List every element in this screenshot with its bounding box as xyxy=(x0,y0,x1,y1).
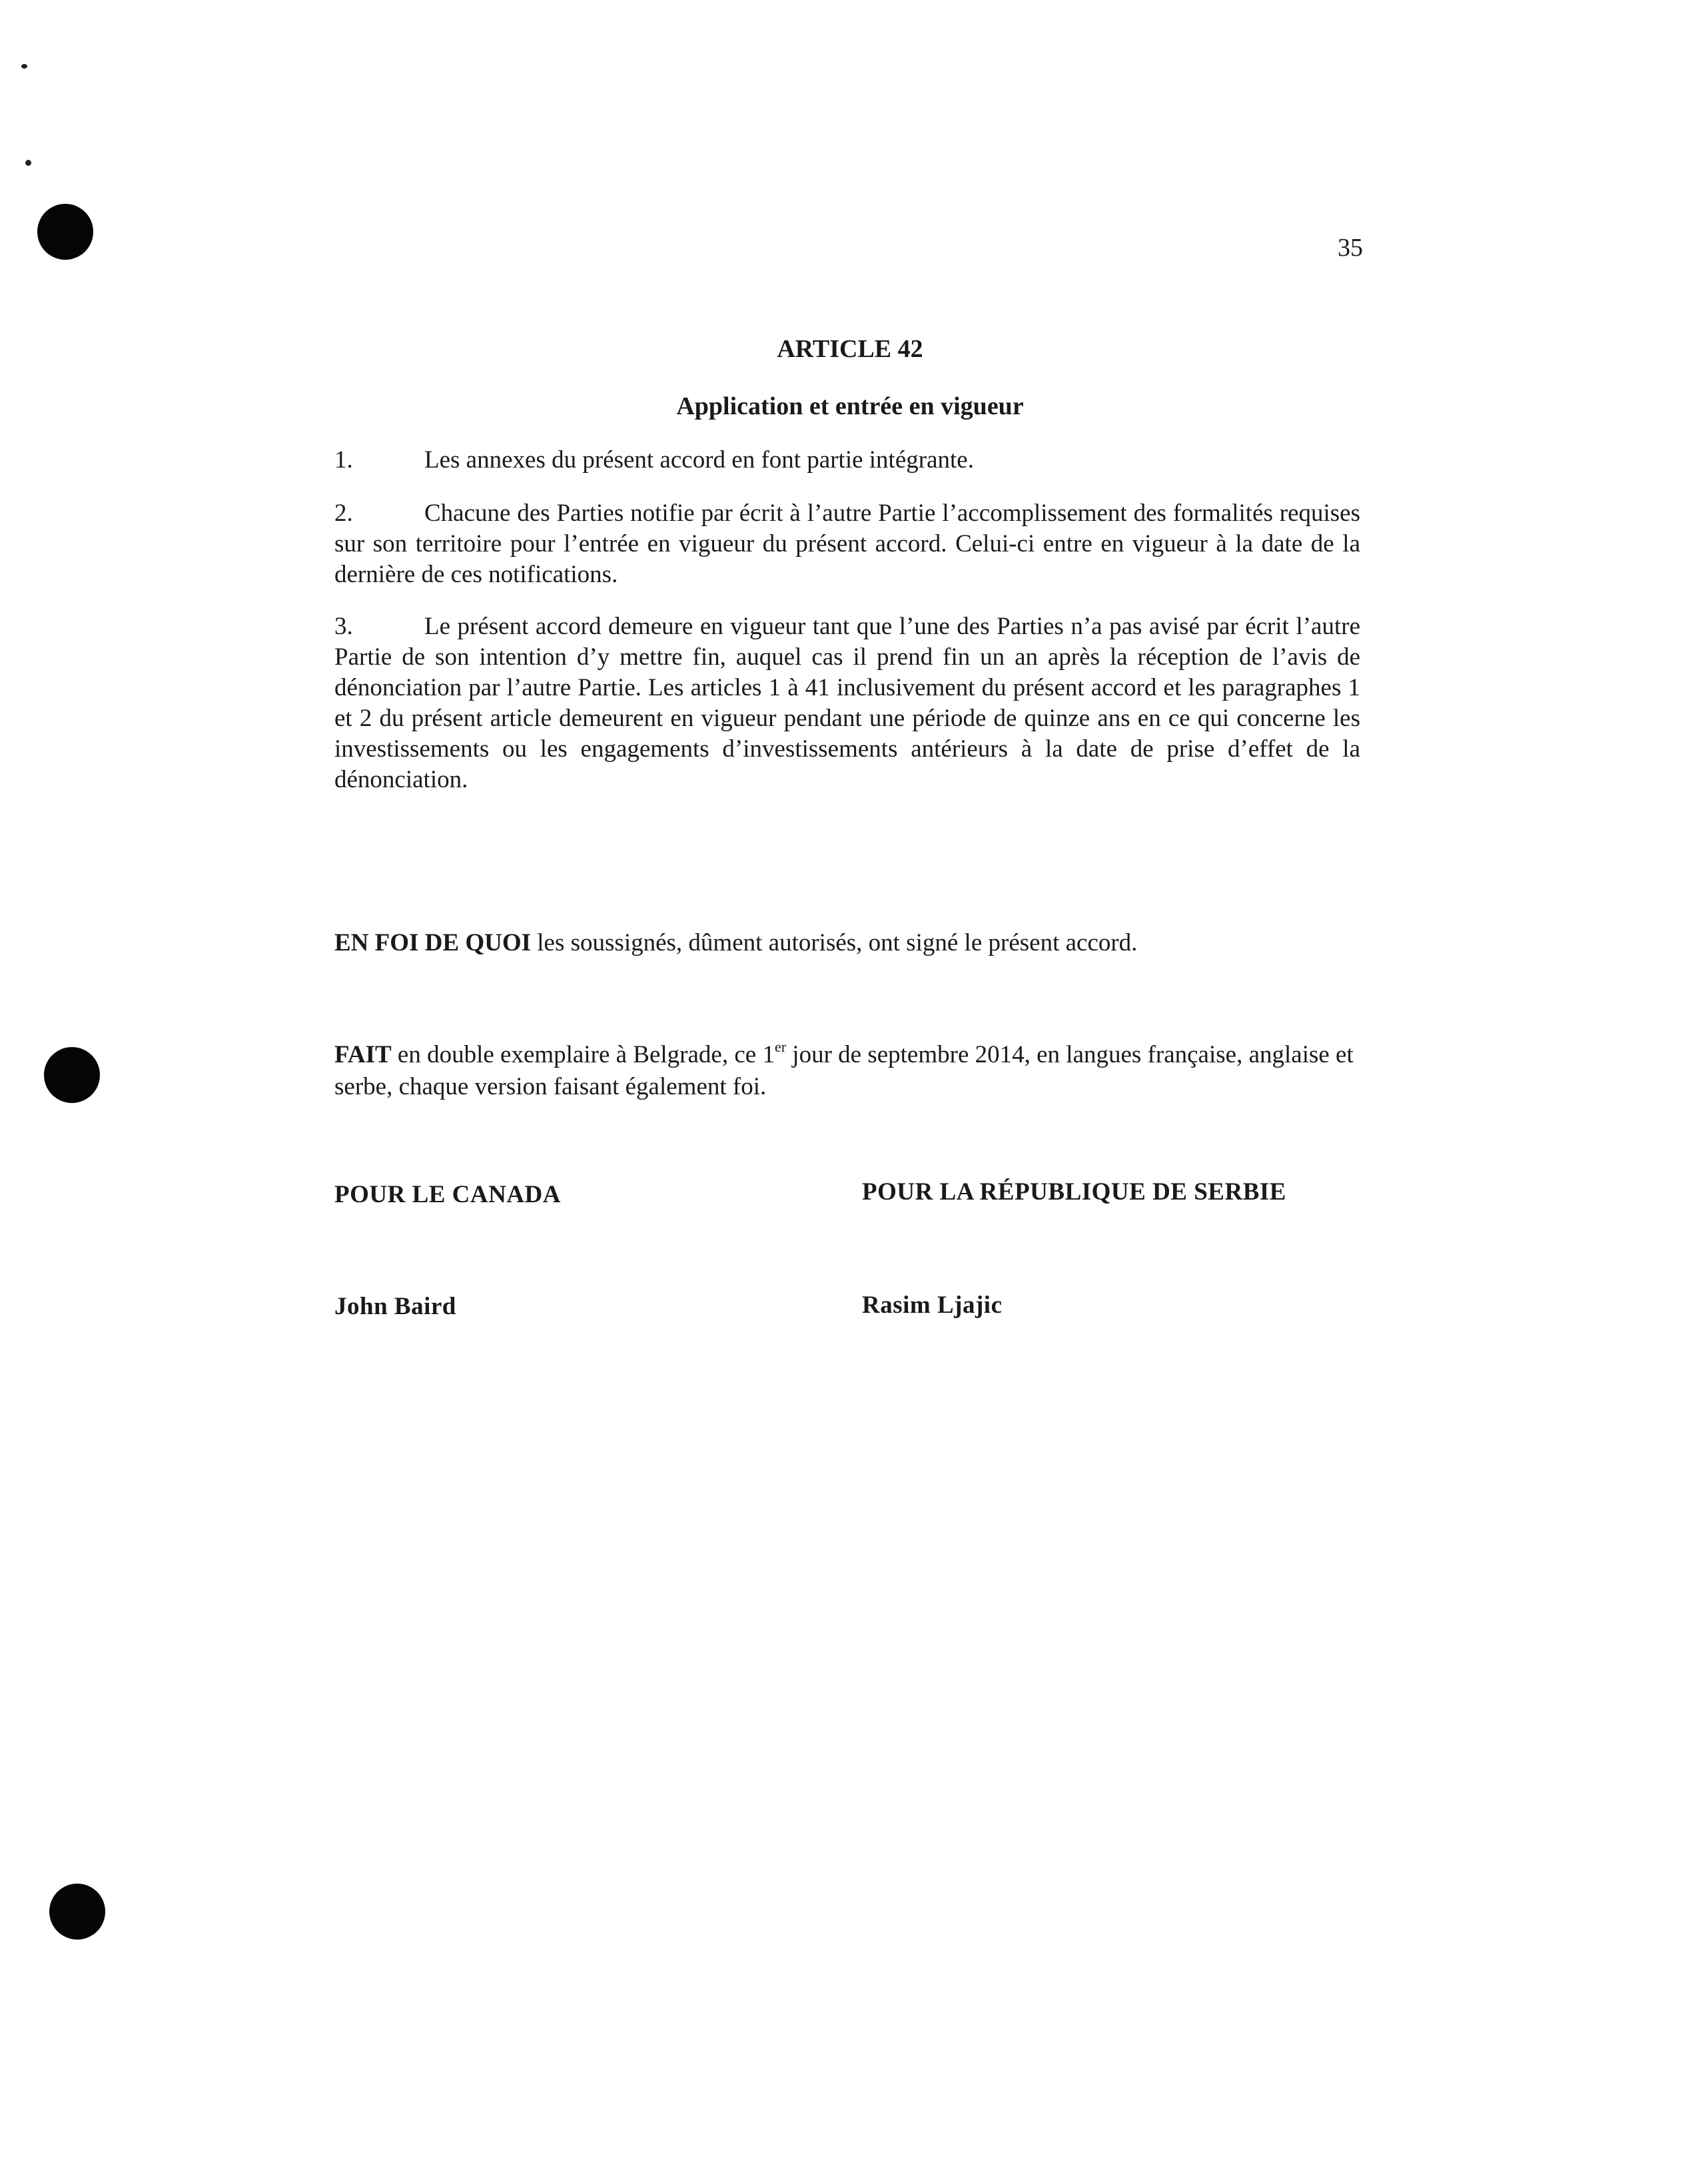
paragraph-number: 3. xyxy=(334,613,353,640)
page-number: 35 xyxy=(1338,234,1363,262)
paragraph-number: 2. xyxy=(334,500,353,527)
scan-speck xyxy=(25,160,31,166)
witness-clause xyxy=(334,927,1360,959)
signature-party-serbia: POUR LA RÉPUBLIQUE DE SERBIE xyxy=(862,1178,1286,1206)
done-at-lead: FAIT xyxy=(334,1041,392,1068)
paragraph-number: 1. xyxy=(334,446,353,474)
done-at-text-after: jour de septembre 2014, en langues française, anglaise et serbe, chaque version faisant également foi. xyxy=(334,1041,1354,1100)
done-at-text-before: en double exemplaire à Belgrade, ce 1 xyxy=(391,1041,775,1068)
article-title: ARTICLE 42 xyxy=(777,335,923,363)
paragraph-2 xyxy=(334,498,1360,590)
signatory-name-canada: John Baird xyxy=(334,1293,456,1320)
signatory-name-serbia: Rasim Ljajic xyxy=(862,1291,1003,1319)
paragraph-3 xyxy=(334,611,1360,795)
ordinal-superscript: er xyxy=(774,1038,787,1055)
article-subtitle: Application et entrée en vigueur xyxy=(676,392,1024,420)
witness-text: les soussignés, dûment autorisés, ont signé le présent accord. xyxy=(531,929,1138,956)
paragraph-text: Chacune des Parties notifie par écrit à l’autre Partie l’accomplissement des formalités requises sur son territoire pour l’entrée en vigueur du présent accord. Celui-ci entre en vigueur à la date de la dernière de ces notifications. xyxy=(334,500,1360,588)
punch-hole-top xyxy=(37,204,93,260)
witness-lead: EN FOI DE QUOI xyxy=(334,929,532,956)
paragraph-text: Le présent accord demeure en vigueur tant que l’une des Parties n’a pas avisé par écrit l’autre Partie de son intention d’y mettre fin, auquel cas il prend fin un an après la réception de l’avis de dénonciation par l’autre Partie. Les articles 1 à 41 inclusivement du présent accord et les paragraphes 1 et 2 du présent article demeurent en vigueur pendant une période de quinze ans en ce qui concerne les investissements ou les engagements d’investissements antérieurs à la date de prise d’effet de la dénonciation. xyxy=(334,613,1360,793)
paragraph-text: Les annexes du présent accord en font partie intégrante. xyxy=(424,446,974,474)
scan-speck xyxy=(21,64,27,69)
punch-hole-middle xyxy=(44,1047,100,1103)
paragraph-1 xyxy=(334,445,1360,476)
punch-hole-bottom xyxy=(49,1884,105,1940)
done-at-clause xyxy=(334,1039,1360,1103)
signature-party-canada: POUR LE CANADA xyxy=(334,1181,561,1208)
